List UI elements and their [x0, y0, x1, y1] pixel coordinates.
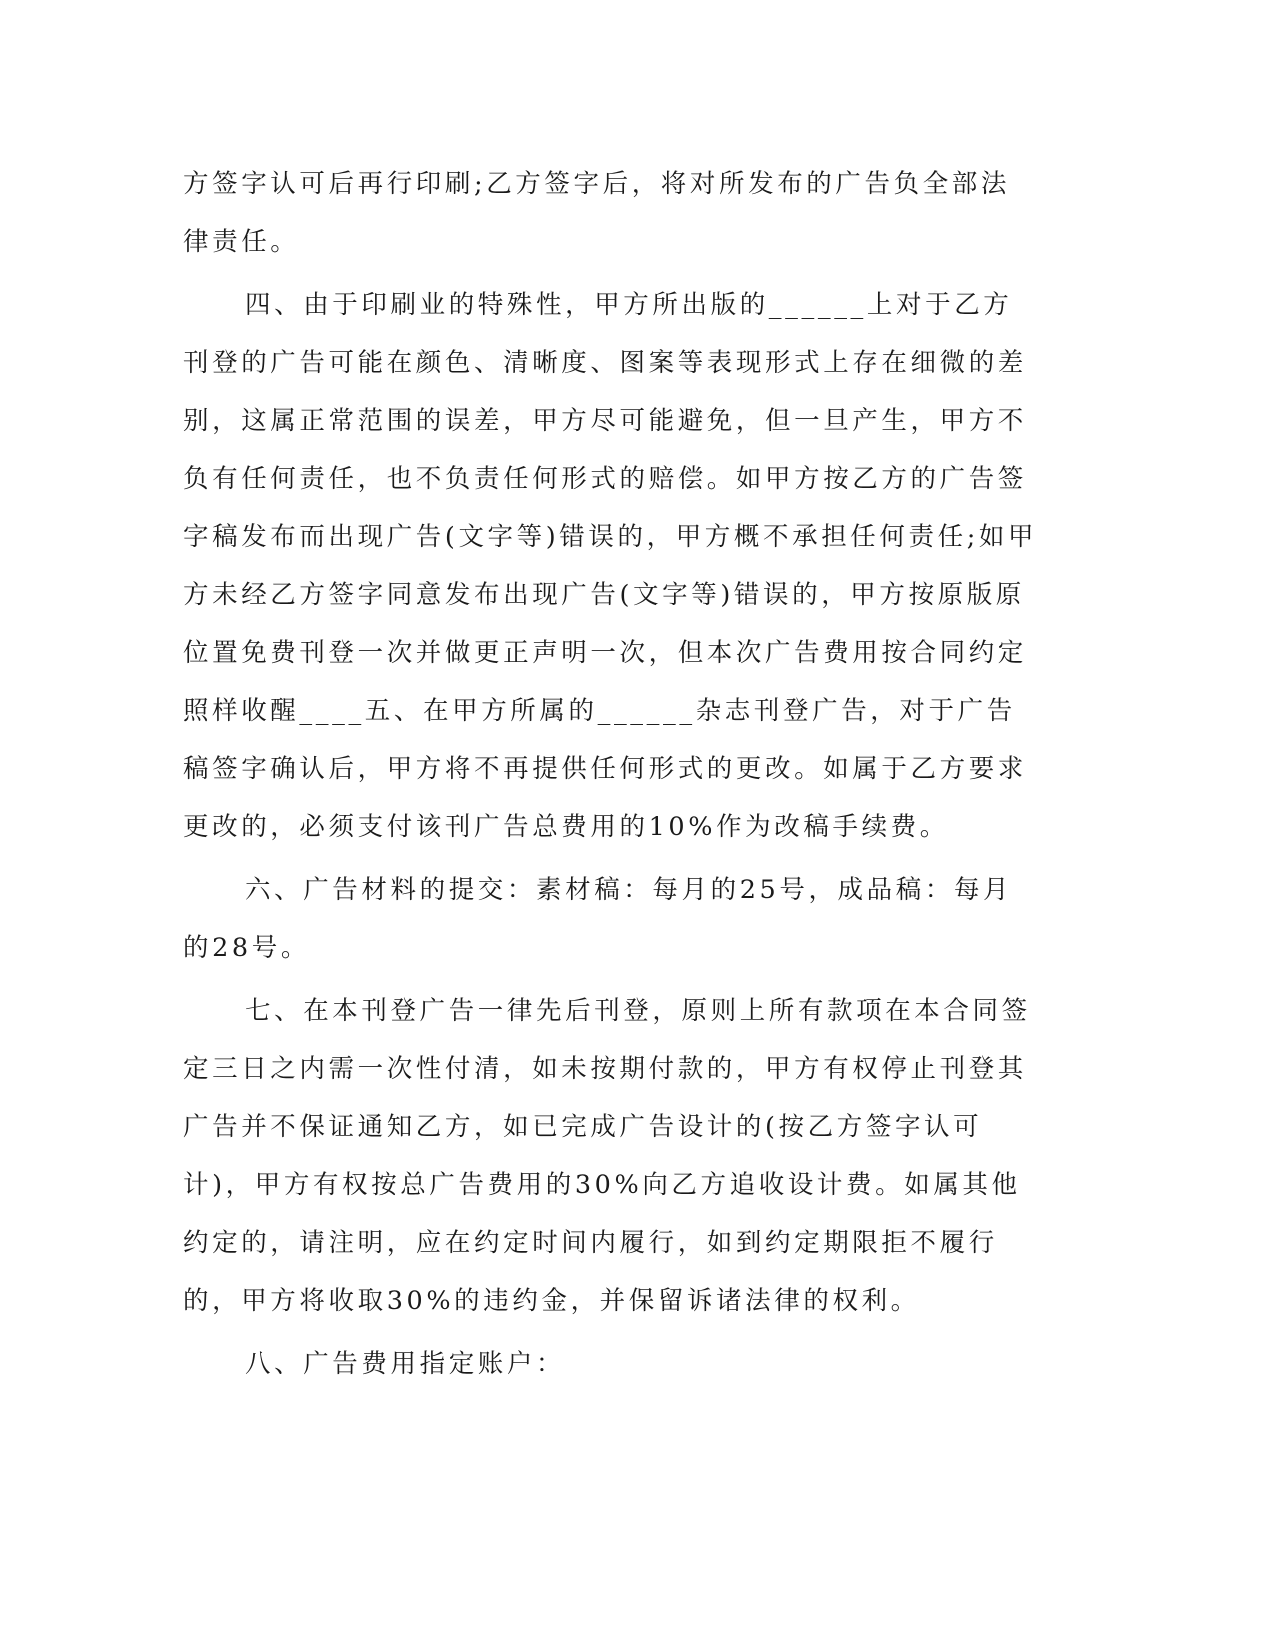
paragraph-clause-six: 六、广告材料的提交：素材稿：每月的25号，成品稿：每月的28号。 [183, 875, 1013, 963]
paragraph-clause-four-five: 四、由于印刷业的特殊性，甲方所出版的______上对于乙方刊登的广告可能在颜色、清晰度、图案等表现形式上存在细微的差别，这属正常范围的误差，甲方尽可能避免，但一旦产生，甲方不负有任何责任，也不负责任何形式的赔偿。如甲方按乙方的广告签字稿发布而出现广告(文字等)错误的，甲方概不承担任何责任;如甲方未经乙方签字同意发布出现广告(文字等)错误的，甲方按原版原位置免费刊登一次并做更正声明一次，但本次广告费用按合同约定照样收醒____五、在甲方所属的______杂志刊登广告，对于广告稿签字确认后，甲方将不再提供任何形式的更改。如属于乙方要求更改的，必须支付该刊广告总费用的10%作为改稿手续费。 [183, 290, 1038, 842]
paragraph-signature-clause: 方签字认可后再行印刷;乙方签字后，将对所发布的广告负全部法律责任。 [183, 169, 1010, 257]
document-body [183, 155, 1039, 1393]
paragraph-clause-eight: 八、广告费用指定账户： [245, 1349, 566, 1379]
paragraph-clause-seven: 七、在本刊登广告一律先后刊登，原则上所有款项在本合同签定三日之内需一次性付清，如未按期付款的，甲方有权停止刊登其广告并不保证通知乙方，如已完成广告设计的(按乙方签字认可计)，甲方有权按总广告费用的30%向乙方追收设计费。如属其他约定的，请注明，应在约定时间内履行，如到约定期限拒不履行的，甲方将收取30%的违约金，并保留诉诸法律的权利。 [183, 996, 1031, 1316]
